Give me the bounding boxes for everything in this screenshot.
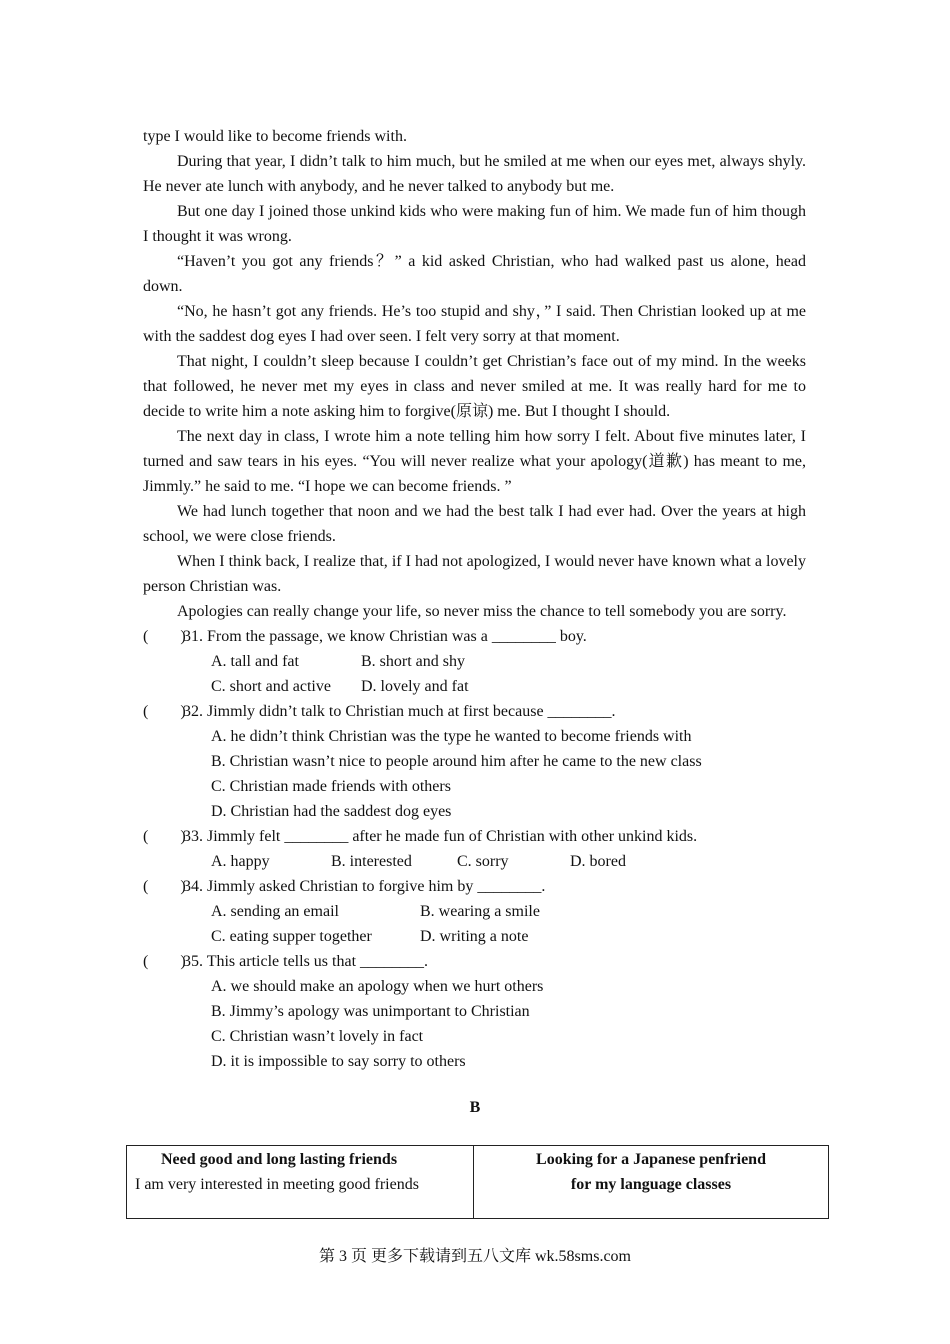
answer-option[interactable]: C. Christian made friends with others xyxy=(211,778,451,795)
passage-paragraph: type I would like to become friends with. xyxy=(143,128,407,145)
ads-table xyxy=(126,1145,829,1219)
section-heading: B xyxy=(469,1099,481,1116)
answer-option[interactable]: A. we should make an apology when we hurt others xyxy=(211,978,544,995)
question-stem xyxy=(143,949,806,974)
answer-blank[interactable]: ( ) xyxy=(143,703,186,720)
answer-option[interactable]: D. it is impossible to say sorry to others xyxy=(211,1053,466,1070)
ad-penfriend-title-line1: Looking for a Japanese penfriend xyxy=(536,1151,766,1168)
answer-option[interactable]: A. sending an email xyxy=(211,903,339,920)
passage-paragraph: Apologies can really change your life, so never miss the chance to tell somebody you are sorry. xyxy=(177,603,787,620)
answer-option[interactable]: C. sorry xyxy=(457,853,509,870)
answer-option[interactable]: C. eating supper together xyxy=(211,928,372,945)
option-row xyxy=(211,749,806,774)
option-row xyxy=(211,774,806,799)
option-row xyxy=(211,674,806,699)
question-stem xyxy=(143,699,806,724)
answer-option[interactable]: D. lovely and fat xyxy=(361,678,469,695)
answer-option[interactable]: C. short and active xyxy=(211,678,331,695)
option-row xyxy=(211,799,806,824)
option-row xyxy=(211,924,806,949)
question-stem xyxy=(143,824,806,849)
question-text: 33. Jimmly felt ________ after he made fun of Christian with other unkind kids. xyxy=(183,828,698,845)
answer-blank[interactable]: ( ) xyxy=(143,628,186,645)
answer-option[interactable]: D. writing a note xyxy=(420,928,529,945)
option-row xyxy=(211,974,806,999)
question-stem xyxy=(143,624,806,649)
answer-option[interactable]: A. happy xyxy=(211,853,270,870)
option-row xyxy=(211,899,806,924)
ad-friends xyxy=(127,1146,474,1218)
passage-body xyxy=(143,124,806,624)
ad-friends-title: Need good and long lasting friends xyxy=(161,1151,398,1168)
answer-option[interactable]: D. Christian had the saddest dog eyes xyxy=(211,803,452,820)
question-text: 31. From the passage, we know Christian was a ________ boy. xyxy=(183,628,587,645)
answer-option[interactable]: B. short and shy xyxy=(361,653,465,670)
passage-paragraph: The next day in class, I wrote him a note telling him how sorry I felt. About five minutes later, I turned and saw tears in his eyes. “You will never realize what your apology(道歉) has meant to me, Jimmly.” he said to me. “I hope we can become friends. ” xyxy=(143,428,806,495)
answer-blank[interactable]: ( ) xyxy=(143,828,186,845)
answer-option[interactable]: B. interested xyxy=(331,853,412,870)
question-text: 32. Jimmly didn’t talk to Christian much at first because ________. xyxy=(183,703,616,720)
option-row xyxy=(211,849,806,874)
option-row xyxy=(211,649,806,674)
ad-penfriend xyxy=(474,1146,828,1218)
question-list xyxy=(143,624,806,1074)
passage-paragraph: “No, he hasn’t got any friends. He’s too stupid and shy，” I said. Then Christian looked up at me with the saddest dog eyes I had over seen. I felt very sorry at that moment. xyxy=(143,303,806,345)
passage-paragraph: But one day I joined those unkind kids who were making fun of him. We made fun of him though I thought it was wrong. xyxy=(143,203,806,245)
reading-passage xyxy=(143,124,806,1074)
question-stem xyxy=(143,874,806,899)
option-row xyxy=(211,1049,806,1074)
question-text: 35. This article tells us that ________. xyxy=(183,953,429,970)
option-row xyxy=(211,724,806,749)
answer-option[interactable]: A. he didn’t think Christian was the type he wanted to become friends with xyxy=(211,728,692,745)
answer-option[interactable]: B. wearing a smile xyxy=(420,903,540,920)
passage-paragraph: That night, I couldn’t sleep because I couldn’t get Christian’s face out of my mind. In the weeks that followed, he never met my eyes in class and never smiled at me. It was really hard for me to decide to write him a note asking him to forgive(原谅) me. But I thought I should. xyxy=(143,353,806,420)
answer-option[interactable]: D. bored xyxy=(570,853,626,870)
passage-paragraph: During that year, I didn’t talk to him much, but he smiled at me when our eyes met, always shyly. He never ate lunch with anybody, and he never talked to anybody but me. xyxy=(143,153,806,195)
passage-paragraph: We had lunch together that noon and we had the best talk I had ever had. Over the years at high school, we were close friends. xyxy=(143,503,806,545)
option-row xyxy=(211,999,806,1024)
option-row xyxy=(211,1024,806,1049)
answer-option[interactable]: B. Christian wasn’t nice to people around him after he came to the new class xyxy=(211,753,702,770)
answer-blank[interactable]: ( ) xyxy=(143,878,186,895)
answer-option[interactable]: A. tall and fat xyxy=(211,653,299,670)
page-footer: 第 3 页 更多下载请到五八文库 wk.58sms.com xyxy=(318,1248,631,1265)
answer-option[interactable]: C. Christian wasn’t lovely in fact xyxy=(211,1028,424,1045)
passage-paragraph: “Haven’t you got any friends？” a kid asked Christian, who had walked past us alone, head down. xyxy=(143,253,806,295)
ad-friends-body: I am very interested in meeting good friends xyxy=(135,1176,419,1193)
answer-blank[interactable]: ( ) xyxy=(143,953,186,970)
answer-option[interactable]: B. Jimmy’s apology was unimportant to Christian xyxy=(211,1003,530,1020)
question-text: 34. Jimmly asked Christian to forgive him by ________. xyxy=(183,878,546,895)
ad-penfriend-title-line2: for my language classes xyxy=(570,1176,732,1193)
passage-paragraph: When I think back, I realize that, if I had not apologized, I would never have known what a lovely person Christian was. xyxy=(143,553,806,595)
